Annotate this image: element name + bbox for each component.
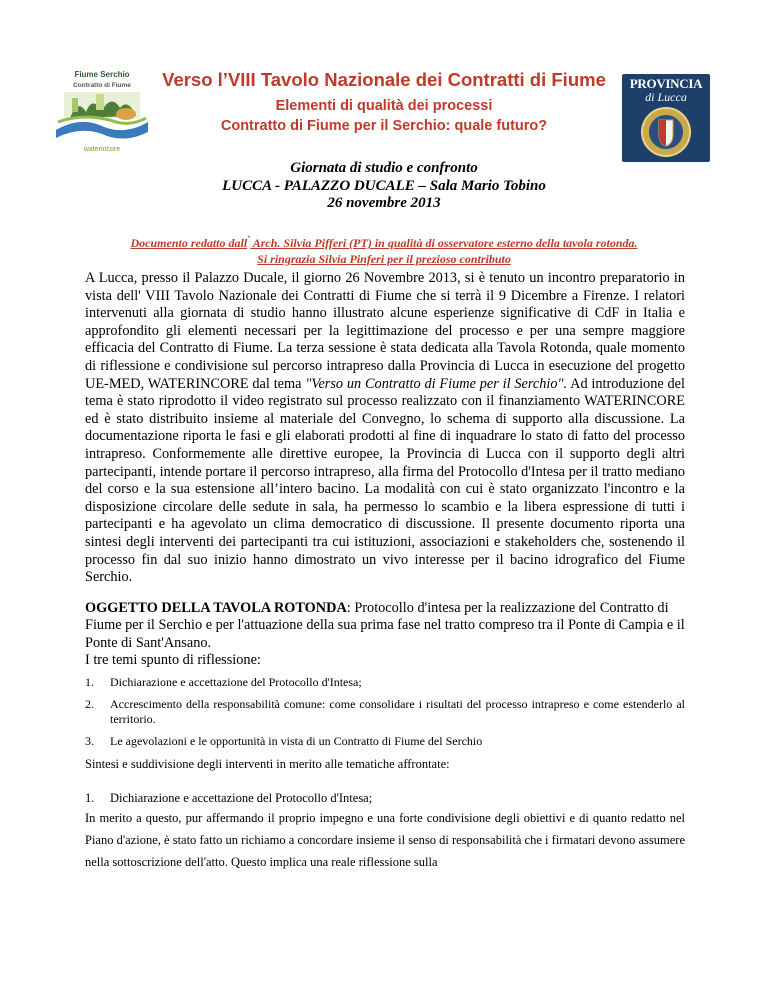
temi-intro: I tre temi spunto di riflessione: [85,652,261,669]
note-superscript: ’ [247,234,251,244]
oggetto-label: OGGETTO DELLA TAVOLA ROTONDA [85,599,347,616]
section-list [85,790,685,808]
list-item-number: 2. [85,697,94,712]
list-item-text: Accrescimento della responsabilità comune: come consolidare i risultati del processo intrapreso e come estenderlo al territorio. [110,697,685,727]
list-item-number: 1. [85,675,94,690]
intro-part-1: A Lucca, presso il Palazzo Ducale, il giorno 26 Novembre 2013, si è tenuto un incontro preparatorio in vista dell' VIII Tavolo Nazionale dei Contratti di Fiume che si terrà il 9 Dicembre a Firenze. I relatori intervenuti alla giornata di studio hanno illustrato alcune esperienze significative di CdF in Italia e approfondito gli elementi necessari per la legittimazione del processo e per una sempre maggiore efficacia del Contratto di Fiume. La terza sessione è stata dedicata alla Tavola Rotonda, quale momento di riflessione e condivisione sul percorso intrapreso dalla Provincia di Lucca in esecuzione del progetto UE-MED, WATERINCORE dal tema [85,270,685,392]
logo-line2: Contratto di Fiume [73,82,131,89]
note-text-b: Arch. Silvia Pifferi (PT) in qualità di osservatore esterno della tavola rotonda. [250,236,638,250]
intro-part-2: Ad introduzione del tema è stato riprodotto il video registrato sul processo realizzato con il finanziamento WATERINCORE ed è stato distribuito insieme al materiale del Convegno, lo schema di supporto alla discussione. La documentazione riporta le fasi e gli elaborati prodotti al fine di inquadrare lo stato di fatto del processo intrapreso. Conformemente alle direttive europee, la Provincia di Lucca con il supporto degli altri partecipanti, intende portare il percorso intrapreso, alla firma del Protocollo d'Intesa per il tratto mediano del corso e la sua estensione all’intero bacino. La modalità con cui è stato organizzato l'incontro e la disposizione circolare delle sedute in sala, ha permesso lo scambio e la libera espressione di tutti i partecipanti e ha agevolato un clima democratico di discussione. Il presente documento riporta una sintesi degli interventi dei partecipanti tra cui istituzioni, associazioni e stakeholders che, sostenendo il processo fin dal suo inizio hanno dimostrato un vivo interesse per il bacino idrografico del Fiume Serchio. [85,375,685,586]
fiume-serchio-logo [56,66,148,156]
event-info [0,160,768,213]
note-thanks: Si ringrazia Silvia Pinferi per il prezioso contributo [257,251,511,266]
author-note [0,232,768,267]
list-item-text: Le agevolazioni e le opportunità in vista di un Contratto di Fiume del Serchio [110,734,483,749]
note-text-a: Documento redatto dall [130,236,248,250]
author-note-line-1 [0,232,768,252]
intro-italic: "Verso un Contratto di Fiume per il Serchio". [305,375,568,392]
list-item [85,697,685,727]
temi-list [85,675,685,749]
sintesi-heading: Sintesi e suddivisione degli interventi in merito alle tematiche affrontate: [85,757,450,772]
header-titles [149,68,619,136]
subtitle-2: Contratto di Fiume per il Serchio: quale futuro? [220,118,548,134]
section-1-text: In merito a questo, pur affermando il proprio impegno e una forte condivisione degli obiettivi e di quanto redatto nel Piano d'azione, è stato fatto un richiamo a concordare insieme il senso di responsabilità che i firmatari devono assumere nella sottoscrizione dell'atto. Questo implica una reale riflessione sulla [85,811,685,870]
oggetto-text: : Protocollo d'intesa per la realizzazione del Contratto di Fiume per il Serchio e per l'attuazione della sua prima fase nel tratto compreso tra il Ponte di Campia e il Ponte di Sant'Ansano. [85,599,685,651]
event-line-2: LUCCA - PALAZZO DUCALE – Sala Mario Tobino [222,177,546,194]
document-header [54,62,714,157]
oggetto-paragraph [85,600,685,653]
provincia-logo-line1: PROVINCIA [629,76,703,91]
provincia-logo-line2: di Lucca [645,90,687,104]
document-body [85,270,685,873]
section-1-heading [85,790,685,808]
river-landscape-icon [56,92,148,144]
intro-paragraph [85,270,685,587]
event-line-3: 26 novembre 2013 [327,195,441,211]
section-title: Dichiarazione e accettazione del Protocollo d'Intesa; [110,790,373,805]
logo-bottom-text: waterincore [83,146,121,153]
province-crest-icon [640,106,692,158]
list-item-text: Dichiarazione e accettazione del Protocollo d'Intesa; [110,675,362,690]
section-number: 1. [85,790,95,805]
list-item-number: 3. [85,734,94,749]
list-item [85,675,685,690]
page-title: Verso l’VIII Tavolo Nazionale dei Contratti di Fiume [162,69,606,90]
logo-line1: Fiume Serchio [74,70,130,79]
author-note-line-2 [0,252,768,268]
subtitle-1: Elementi di qualità dei processi [275,98,493,114]
event-line-1: Giornata di studio e confronto [290,160,478,176]
provincia-lucca-logo [622,74,710,162]
list-item [85,734,685,749]
